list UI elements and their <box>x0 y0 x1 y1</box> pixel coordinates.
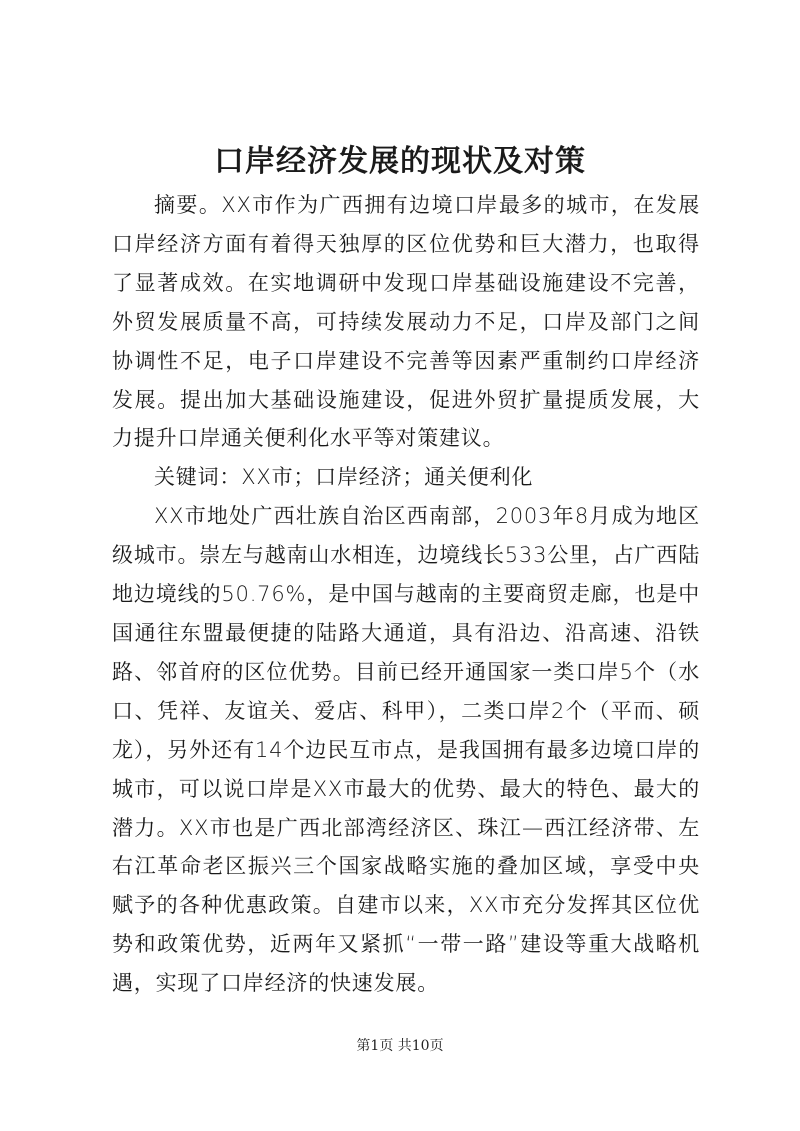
keywords-paragraph: 关键词：XX市；口岸经济；通关便利化 <box>154 465 534 490</box>
document-title: 口岸经济发展的现状及对策 <box>214 144 586 179</box>
page-number-footer: 第1页 共10页 <box>356 1038 444 1054</box>
abstract-paragraph: 摘要。XX市作为广西拥有边境口岸最多的城市，在发展口岸经济方面有着得天独厚的区位优势和巨大潜力，也取得了显著成效。在实地调研中发现口岸基础设施建设不完善，外贸发展质量不高，可持续发展动力不足，口岸及部门之间协调性不足，电子口岸建设不完善等因素严重制约口岸经济发展。提出加大基础设施建设，促进外贸扩量提质发展，大力提升口岸通关便利化水平等对策建议。 <box>112 193 700 451</box>
document-body <box>112 186 700 1003</box>
intro-paragraph: XX市地处广西壮族自治区西南部，2003年8月成为地区级城市。崇左与越南山水相连，边境线长533公里，占广西陆地边境线的50.76%，是中国与越南的主要商贸走廊，也是中国通往东盟最便捷的陆路大通道，具有沿边、沿高速、沿铁路、邻首府的区位优势。目前已经开通国家一类口岸5个（水口、凭祥、友谊关、爱店、科甲），二类口岸2个（平而、硕龙），另外还有14个边民互市点，是我国拥有最多边境口岸的城市，可以说口岸是XX市最大的优势、最大的特色、最大的潜力。XX市也是广西北部湾经济区、珠江—西江经济带、左右江革命老区振兴三个国家战略实施的叠加区域，享受中央赋予的各种优惠政策。自建市以来，XX市充分发挥其区位优势和政策优势，近两年又紧抓“一带一路”建设等重大战略机遇，实现了口岸经济的快速发展。 <box>112 504 700 996</box>
